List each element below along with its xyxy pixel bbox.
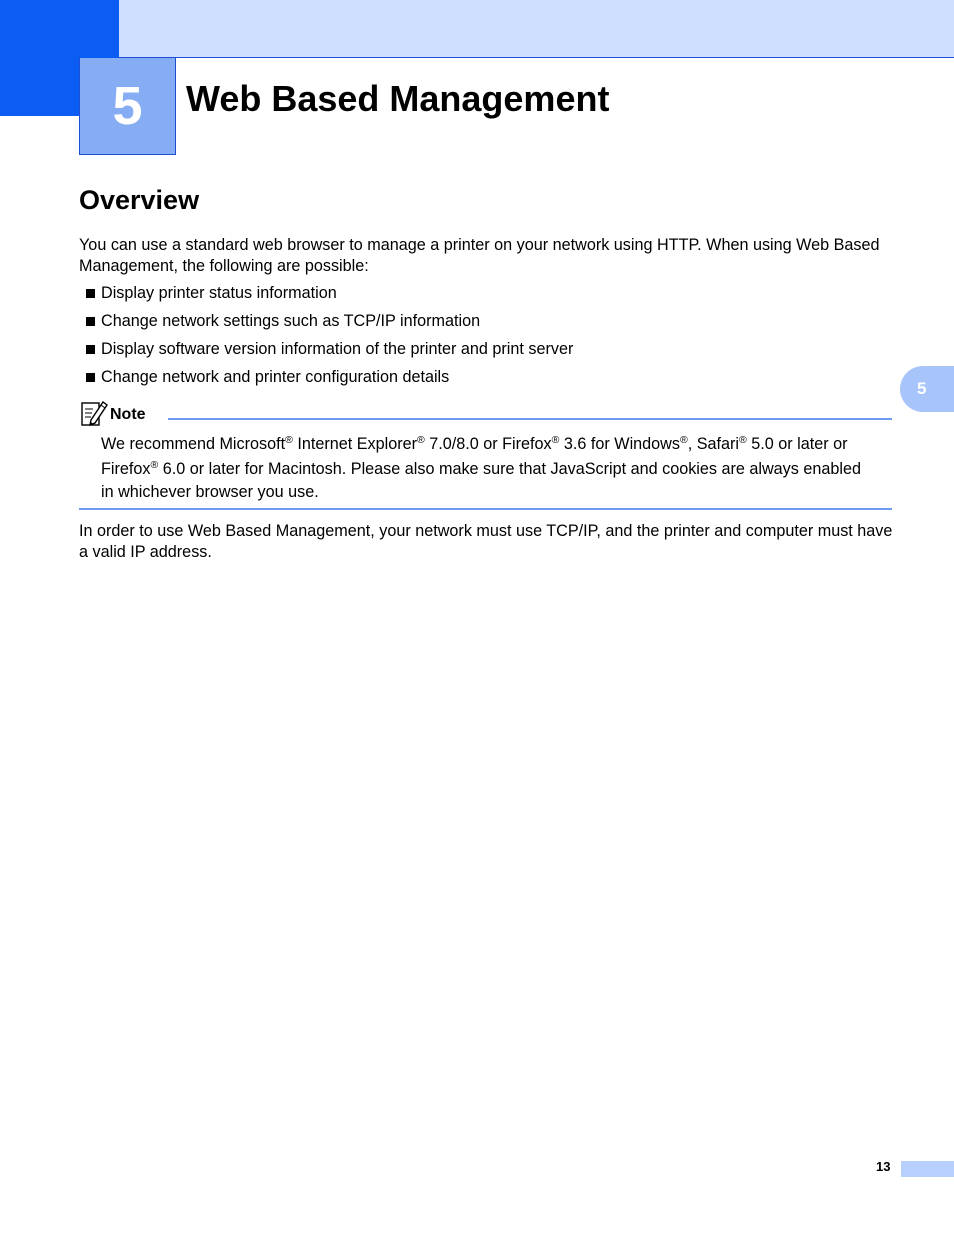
registered-mark: ® xyxy=(551,434,560,446)
square-bullet-icon xyxy=(86,345,95,354)
note-text-8: 6.0 or later for Macintosh. Please also make sure that JavaScript and cookies are always enabled xyxy=(158,460,861,478)
registered-mark: ® xyxy=(679,434,688,446)
list-item xyxy=(86,367,573,395)
registered-mark: ® xyxy=(739,434,747,446)
note-text-4: 3.6 for Windows xyxy=(559,435,680,453)
registered-mark: ® xyxy=(417,434,425,446)
square-bullet-icon xyxy=(86,289,95,298)
section-title: Overview xyxy=(79,185,200,215)
feature-list xyxy=(86,283,573,395)
square-bullet-icon xyxy=(86,373,95,382)
header-rule xyxy=(119,57,954,58)
page-number: 13 xyxy=(876,1159,891,1174)
list-item xyxy=(86,339,573,367)
list-item xyxy=(86,311,573,339)
note-text-6: 5.0 or later or xyxy=(746,435,848,453)
note-body xyxy=(101,432,896,502)
list-item-text: Change network and printer configuration details xyxy=(101,368,450,386)
registered-mark: ® xyxy=(285,434,293,446)
page-number-bar xyxy=(901,1161,954,1177)
note-text-3: 7.0/8.0 or Firefox xyxy=(424,435,552,453)
note-text-2: Internet Explorer xyxy=(292,435,418,453)
header-band xyxy=(119,0,954,58)
note-bottom-rule xyxy=(79,508,892,510)
chapter-number: 5 xyxy=(112,76,143,136)
closing-paragraph: In order to use Web Based Management, your network must use TCP/IP, and the printer and computer must have a valid IP address. xyxy=(79,522,893,561)
note-text-5: , Safari xyxy=(687,435,740,453)
chapter-number-box xyxy=(79,58,176,155)
side-tab-label: 5 xyxy=(917,379,927,398)
list-item-text: Change network settings such as TCP/IP information xyxy=(101,312,481,330)
intro-paragraph: You can use a standard web browser to manage a printer on your network using HTTP. When using Web Based Management, the following are possible: xyxy=(79,236,880,275)
list-item xyxy=(86,283,573,311)
note-pencil-icon xyxy=(80,398,108,428)
note-label: Note xyxy=(110,406,146,423)
note-text-1: We recommend Microsoft xyxy=(101,435,286,453)
square-bullet-icon xyxy=(86,317,95,326)
list-item-text: Display software version information of the printer and print server xyxy=(101,340,574,358)
chapter-side-tab xyxy=(900,366,954,412)
note-top-rule xyxy=(168,418,892,420)
registered-mark: ® xyxy=(150,459,159,471)
chapter-title: Web Based Management xyxy=(186,78,610,119)
note-text-7: Firefox xyxy=(101,460,151,478)
list-item-text: Display printer status information xyxy=(101,284,337,302)
note-text-9: in whichever browser you use. xyxy=(101,483,319,501)
